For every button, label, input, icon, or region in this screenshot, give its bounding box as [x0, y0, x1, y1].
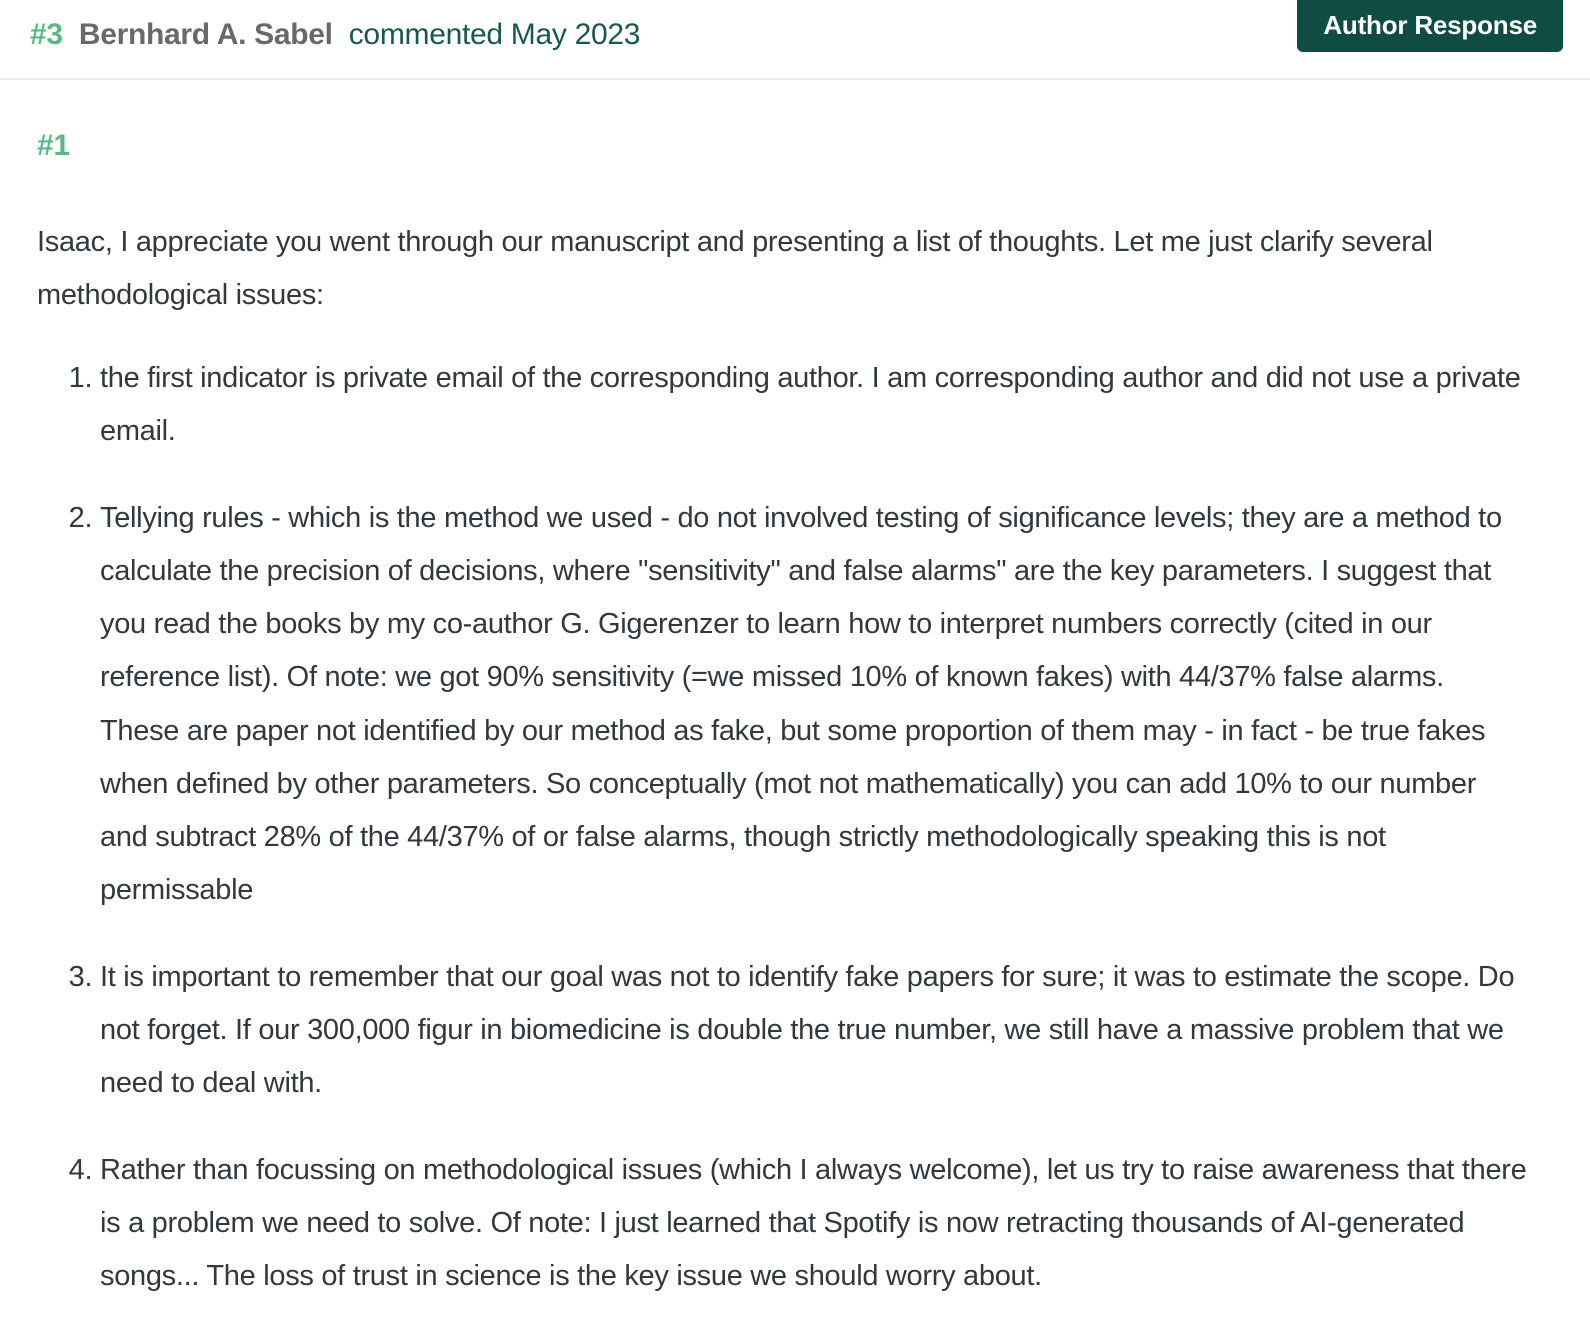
- list-item: 1. the first indicator is private email of the corresponding author. I am corresponding author and did not use a private email.: [100, 352, 1528, 458]
- list-item: 3. It is important to remember that our goal was not to identify fake papers for sure; it was to estimate the scope. Do not forget. If our 300,000 figur in biomedicine is double the true number, we still have a massive problem that we need to deal with.: [100, 951, 1528, 1110]
- comment-date-label: commented May 2023: [348, 18, 641, 51]
- intro-paragraph: Isaac, I appreciate you went through our manuscript and presenting a list of thoughts. Let me just clarify several methodological issues:: [37, 226, 1433, 312]
- author-name: Bernhard A. Sabel: [78, 18, 333, 51]
- reply-reference-link[interactable]: #1: [37, 129, 70, 162]
- list-item: 2. Tellying rules - which is the method we used - do not involved testing of significance levels; they are a method to calculate the precision of decisions, where "sensitivity" and false alarms" are the key parameters. I suggest that you read the books by my co-author G. Gigerenzer to learn how to interpret numbers correctly (cited in our reference list). Of note: we got 90% sensitivity (=we missed 10% of known fakes) with 44/37% false alarms. These are paper not identified by our method as fake, but some proportion of them may - in fact - be true fakes when defined by other parameters. So conceptually (mot not mathematically) you can add 10% to our number and subtract 28% of the 44/37% of or false alarms, though strictly methodologically speaking this is not permissable: [100, 492, 1528, 917]
- list-item: 4. Rather than focussing on methodological issues (which I always welcome), let us try to raise awareness that there is a problem we need to solve. Of note: I just learned that Spotify is now retracting thousands of AI-generated songs... The loss of trust in science is the key issue we should worry about.: [100, 1144, 1528, 1303]
- comment-header-meta: [30, 0, 640, 52]
- comment-header: [0, 0, 1590, 80]
- comment-number: #3: [30, 18, 63, 51]
- comment-body: [0, 80, 1590, 1343]
- author-response-badge[interactable]: Author Response: [1297, 0, 1563, 52]
- points-list: [37, 352, 1528, 1303]
